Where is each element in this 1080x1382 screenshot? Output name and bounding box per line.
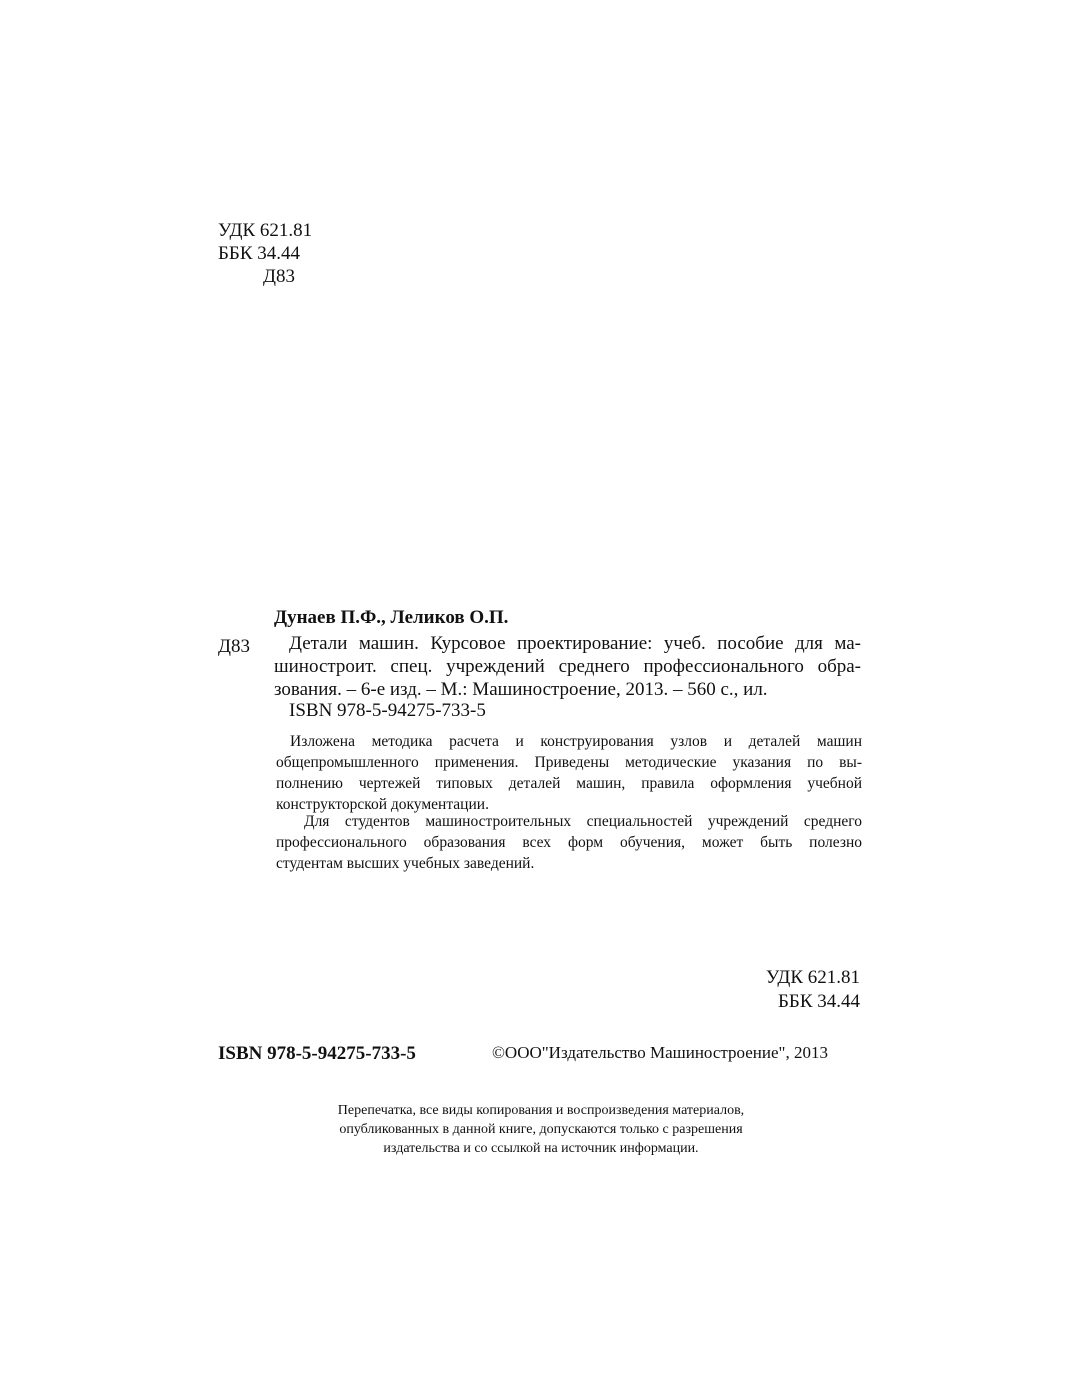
- bbk-bottom: ББК 34.44: [778, 991, 860, 1012]
- bib-line-2: [274, 655, 861, 678]
- bib-line-1: [289, 632, 861, 655]
- author-code: Д83: [218, 636, 250, 657]
- annotation-line: Для студентов машиностроительных специальностей учреждений среднего: [304, 813, 862, 830]
- copyright: ©ООО"Издательство Машиностроение", 2013: [492, 1043, 828, 1062]
- annotation-line: профессионального образования всех форм обучения, может быть полезно: [276, 834, 862, 851]
- bib-line-2-text: шиностроит. спец. учреждений среднего профессионального обра-: [274, 656, 861, 677]
- udk-bottom: УДК 621.81: [765, 967, 860, 988]
- annotation-line: Изложена методика расчета и конструирования узлов и деталей машин: [290, 733, 862, 750]
- reprint-notice: Перепечатка, все виды копирования и воспроизведения материалов, опубликованных в данной книге, допускаются только с разрешения издательства и со ссылкой на источник информации.: [337, 1103, 745, 1156]
- udk-top: УДК 621.81: [218, 220, 313, 241]
- bib-line-3-text: зования. – 6-е изд. – М.: Машиностроение, 2013. – 560 с., ил.: [274, 679, 768, 700]
- annotation-paragraph-2: [276, 811, 862, 874]
- bbk-top: ББК 34.44: [218, 243, 300, 264]
- annotation-line: полнению чертежей типовых деталей машин, правила оформления учебной: [276, 775, 862, 792]
- authors: Дунаев П.Ф., Леликов О.П.: [274, 607, 509, 628]
- bib-line-1-text: Детали машин. Курсовое проектирование: учеб. пособие для ма-: [289, 633, 861, 654]
- annotation-line: студентам высших учебных заведений.: [276, 855, 535, 872]
- annotation-line: общепромышленного применения. Приведены методические указания по вы-: [276, 754, 862, 771]
- annotation-line: конструкторской документации.: [276, 796, 489, 813]
- annotation-paragraph-1: [276, 731, 862, 815]
- bib-line-3: [274, 678, 861, 701]
- author-code-top: Д83: [263, 266, 295, 287]
- isbn-bottom: ISBN 978-5-94275-733-5: [218, 1043, 416, 1064]
- isbn-inline: ISBN 978-5-94275-733-5: [289, 700, 486, 721]
